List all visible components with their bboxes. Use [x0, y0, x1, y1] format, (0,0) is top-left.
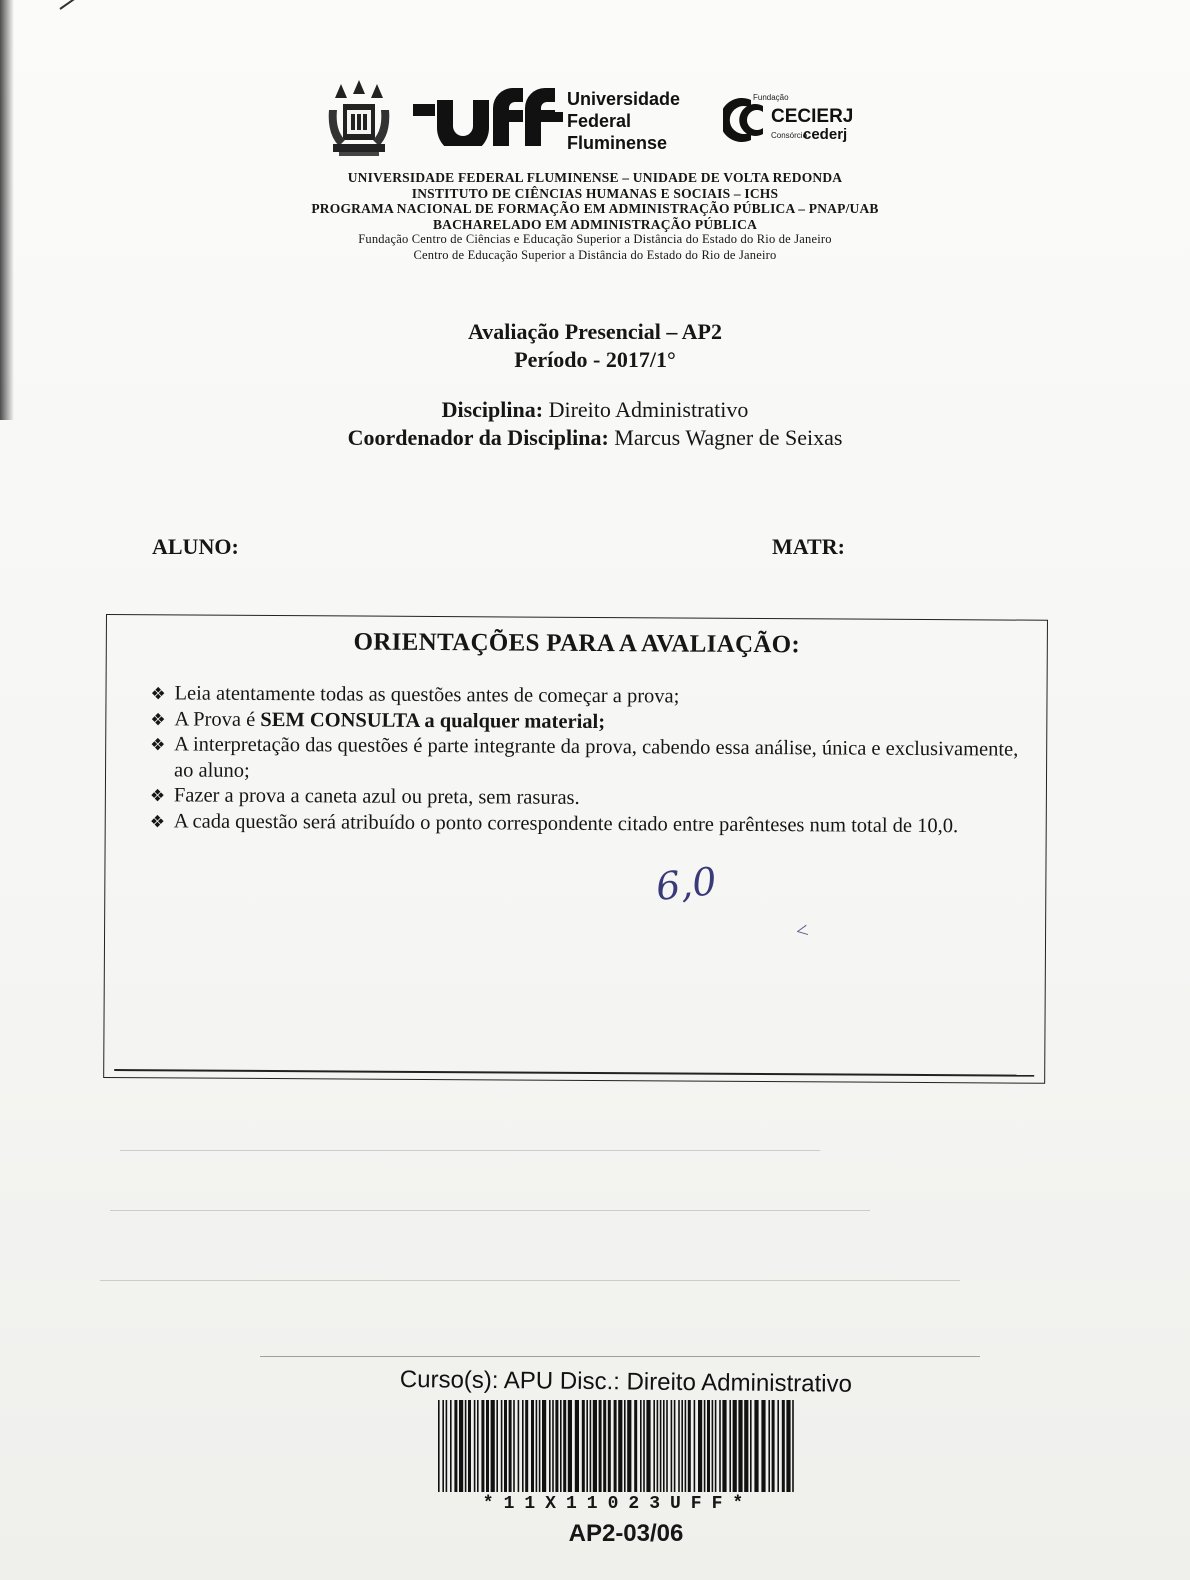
institution-block — [200, 170, 990, 263]
institution-line: INSTITUTO DE CIÊNCIAS HUMANAS E SOCIAIS – ICHS — [411, 185, 779, 201]
guideline-item — [150, 809, 1020, 840]
foundation-line: Centro de Educação Superior a Distância do Estado do Rio de Janeiro — [413, 247, 777, 262]
guideline-item — [150, 732, 1020, 788]
dashed-separator — [260, 1356, 980, 1357]
coordinator-value: Marcus Wagner de Seixas — [614, 425, 843, 450]
cecierj-consorcio: Consórcio — [771, 131, 808, 140]
registration-label: MATR: — [772, 534, 845, 559]
barcode-icon — [438, 1400, 796, 1492]
coordinator-line — [0, 424, 1190, 452]
guideline-text: A Prova é — [174, 707, 261, 731]
exam-label-sticker — [396, 1360, 856, 1570]
diamond-bullet-icon: ❖ — [150, 709, 166, 729]
foundation-line: Fundação Centro de Ciências e Educação Superior a Distância do Estado do Rio de Janeiro — [358, 232, 832, 246]
course-label: Curso(s): APU Disc.: Direito Administrativo — [399, 1366, 853, 1398]
exam-title-block — [0, 318, 1190, 374]
diamond-bullet-icon: ❖ — [149, 786, 166, 806]
guidelines-box — [103, 614, 1048, 1084]
barcode-text: *11X11023UFF* — [482, 1494, 754, 1514]
corner-pen-stroke — [59, 0, 101, 10]
discipline-block — [0, 396, 1190, 452]
guidelines-title: ORIENTAÇÕES PARA A AVALIAÇÃO: — [353, 628, 801, 659]
exam-title: Avaliação Presencial – AP2 — [468, 319, 722, 344]
guideline-text: A interpretação das questões é parte integrante da prova, cabendo essa análise, única e exclusivamente, ao aluno; — [173, 733, 1019, 782]
exam-period: Período - 2017/1° — [514, 347, 676, 372]
uff-name — [567, 88, 680, 154]
cecierj-fundacao: Fundação — [753, 93, 789, 102]
header-logos — [325, 80, 885, 160]
student-label: ALUNO: — [152, 534, 239, 559]
uff-name-line-3: Fluminense — [567, 133, 668, 153]
institution-line: BACHARELADO EM ADMINISTRAÇÃO PÚBLICA — [432, 216, 758, 232]
institution-line: PROGRAMA NACIONAL DE FORMAÇÃO EM ADMINISTRAÇÃO PÚBLICA – PNAP/UAB — [311, 201, 879, 216]
guideline-text-bold: SEM CONSULTA a qualquer material; — [260, 708, 606, 733]
guideline-text: Leia atentamente todas as questões antes de começar a prova; — [174, 682, 680, 708]
uff-name-line-1: Universidade — [567, 89, 681, 109]
diamond-bullet-icon: ❖ — [150, 684, 166, 704]
guidelines-list — [150, 681, 1021, 839]
diamond-bullet-icon: ❖ — [149, 811, 166, 831]
discipline-value: Direito Administrativo — [548, 397, 749, 422]
guideline-text: A cada questão será atribuído o ponto correspondente citado entre parênteses num total de 10,0. — [173, 809, 959, 837]
uff-logo-icon — [413, 86, 563, 146]
handwritten-mark: < — [793, 917, 811, 944]
uff-name-line-2: Federal — [567, 111, 632, 131]
state-crest-icon — [325, 80, 393, 158]
coordinator-label: Coordenador da Disciplina: — [347, 425, 609, 450]
exam-code: AP2-03/06 — [568, 1520, 684, 1547]
box-bottom-rule — [114, 1069, 1034, 1077]
discipline-label: Disciplina: — [441, 397, 544, 422]
faint-bleed-line — [120, 1150, 820, 1151]
cederj-name: cederj — [803, 126, 848, 143]
faint-bleed-line — [100, 1280, 960, 1281]
faint-bleed-line — [110, 1210, 870, 1211]
diamond-bullet-icon: ❖ — [150, 735, 166, 755]
handwritten-score: 6,0 — [653, 858, 719, 910]
cecierj-name: CECIERJ — [771, 106, 854, 127]
guideline-text: Fazer a prova a caneta azul ou preta, sem rasuras. — [173, 784, 580, 809]
institution-line: UNIVERSIDADE FEDERAL FLUMINENSE – UNIDADE DE VOLTA REDONDA — [347, 170, 843, 185]
discipline-line — [0, 396, 1190, 424]
